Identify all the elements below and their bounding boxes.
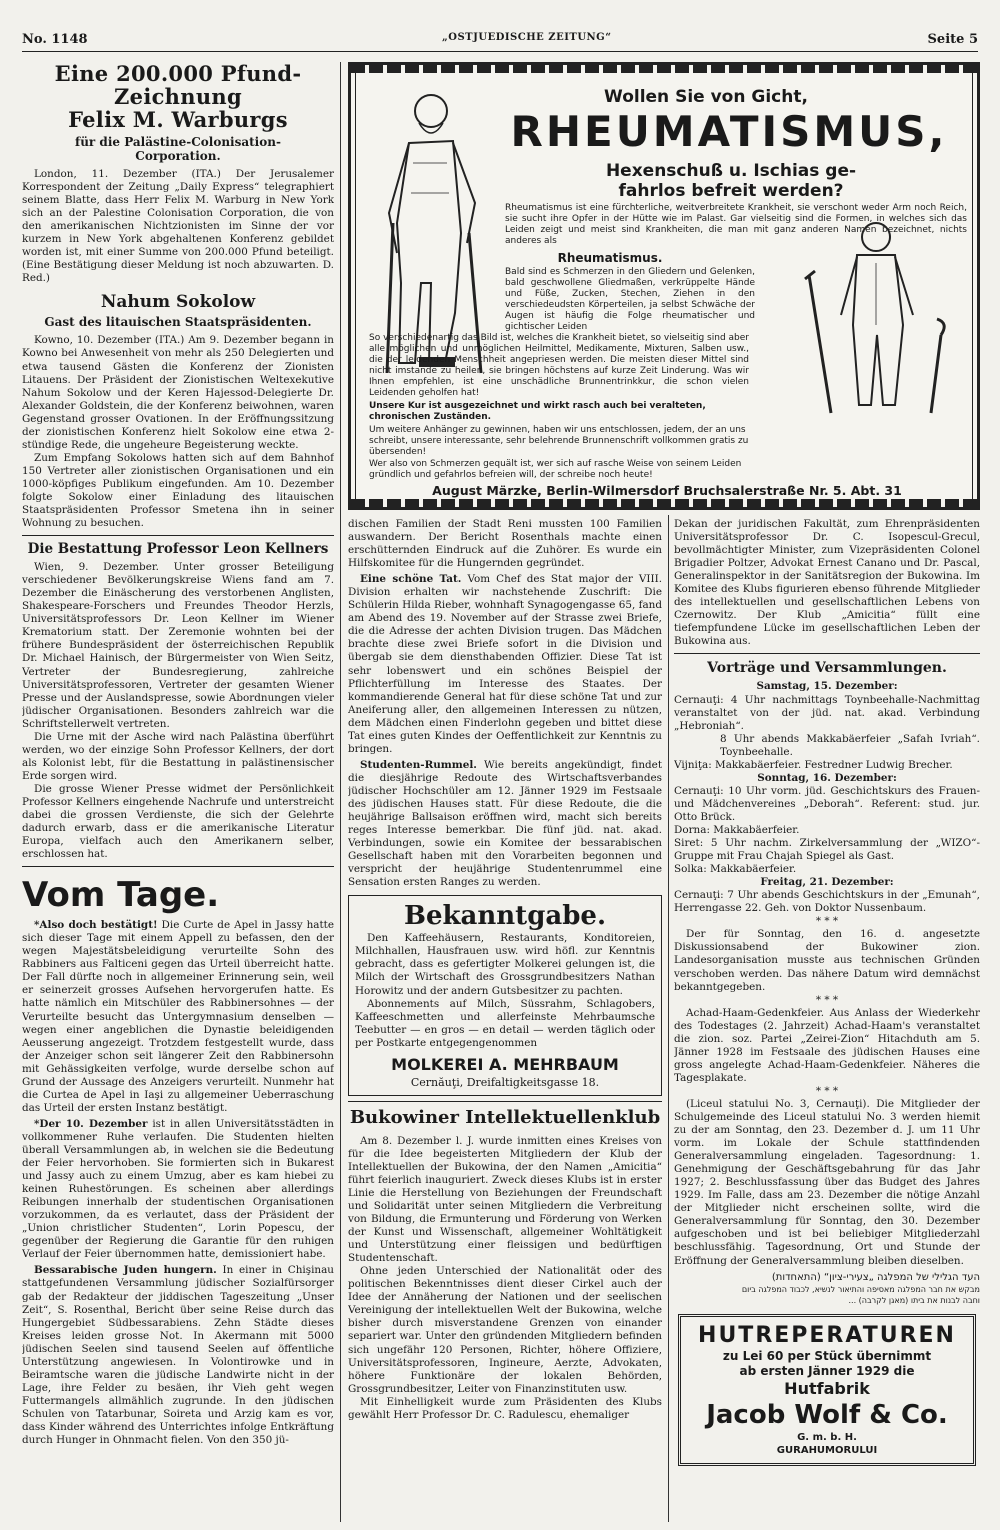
tat-body: Vom Chef des Stat major der VIII. Division erhalten wir nachstehende Zuschrift: Die Schülerin Hilda Rieber, wohnhaft Synagogengasse 65, fand am Abend des 19. November auf der Strasse zwei Briefe, die die Adresse der achten Division trugen. Das Mädchen brachte diese zwei Briefe sofort in die Division und übergab sie dem diensthabenden Offizier. Diese Tat ist sehr lobenswert und ein schönes Beispiel der Pflichterfüllung im Interesse des Staates. Der kommandierende General hat für diese schöne Tat und zur Aneiferung aller, den allgemeinen Interessen zu nützen, dem Mädchen einen Finderlohn gegeben und bittet diese Tat eines guten Kindes der Oeffentlichkeit zur Kenntnis zu bringen. — [348, 573, 662, 755]
warburg-subtitle-b: Corporation. — [135, 149, 221, 163]
sokolow-body-1: Kowno, 10. Dezember (ITA.) Am 9. Dezember begann in Kowno bei Anwesenheit von mehr als 250 Delegierten und etwa tausend Gästen die Konferenz der Zionisten Litauens. Der Präsident der Zionistischen Weltexekutive Nahum Sokolow und der Keren Hajessod-Delegierte Dr. Alexander Goldstein, die der Konferenz beiwohnen, waren Gegenstand grosser Ovationen. In der Eröffnungssitzung der zionistischen Konferenz hielt Sokolow eine etwa 2-stündige Rede, die ungeheure Begeisterung weckte. — [22, 334, 334, 451]
hut-line-6: G. m. b. H. — [797, 1431, 857, 1443]
separator-stars-2: * * * — [815, 993, 839, 1006]
vom-tage-title: Vom Tage. — [22, 875, 220, 916]
saturday-heading: Samstag, 15. Dezember: — [756, 680, 898, 693]
column-rule — [668, 515, 669, 1522]
sokolow-title: Nahum Sokolow — [100, 292, 256, 313]
kellner-title: Die Bestattung Professor Leon Kellners — [27, 541, 329, 558]
kellner-body-2: Die Urne mit der Asche wird nach Palästina überführt werden, wo der einzige Sohn Professor Kellners, der dort als Kolonist lebt, für die Bestattung in palästinensischer Erde sorgen wird. — [22, 730, 334, 782]
kellner-body-1: Wien, 9. Dezember. Unter grosser Beteiligung verschiedener Bevölkerungskreise Wiens fand am 7. Dezember die Einäscherung des verstorbenen Anglisten, Shakespeare-Forschers und Freundes Theodor Herzls, Universitätsprofessors Dr. Leon Kellner im Wiener Krematorium statt. Der Zeremonie wohnten bei der frühere Bundespräsident der österreichischen Republik Dr. Michael Hainisch, der Bürgermeister von Wien Seitz, Vertreter der Bundesregierung, zahlreiche Universitätsprofessoren, Vertreter der gesamten Wiener Presse und der Auslandspresse, sowie Abordnungen vieler jüdischer Organisationen. Besonders zahlreich war die Schriftstellerwelt vertreten. — [22, 561, 334, 730]
diskussion-notice: Der für Sonntag, den 16. d. angesetzte Diskussionsabend der Bukowiner zion. Landesorganisation musste aus technischen Gründen verschoben werden. Das nähere Datum wird demnächst bekanntgegeben. — [674, 928, 980, 993]
warburg-subtitle-a: für die Palästine-Colonisation- — [75, 135, 281, 149]
bekanntgabe-text-1: Den Kaffeehäusern, Restaurants, Konditoreien, Milchhallen, Hausfrauen usw. wird höfl. zur Kenntnis gebracht, dass es gefertigter Molkerei gelungen ist, die Milch der Wirtschaft des Grossgrundbesitzers Nathan Horowitz und der andern Gutsbesitzer zu pachten. — [355, 932, 655, 997]
issue-number: No. 1148 — [22, 32, 88, 47]
vom-tage-lead-1: *Also doch bestätigt! — [34, 919, 158, 932]
vortraege-title: Vorträge und Versammlungen. — [707, 660, 947, 677]
sunday-item-1: Cernauţi: 10 Uhr vorm. jüd. Geschichtskurs des Frauen- und Mädchenvereines „Deborah“. Referent: stud. jur. Otto Brück. — [674, 784, 980, 823]
molkerei-name: MOLKEREI A. MEHRBAUM — [391, 1054, 619, 1074]
vom-tage-lead-2: *Der 10. Dezember — [34, 1117, 148, 1130]
warburg-title-b: Felix M. Warburgs — [68, 107, 288, 132]
ad-text-4: Unsere Kur ist ausgezeichnet und wirkt rasch auch bei veralteten, chronischen Zuständen. — [369, 401, 706, 422]
sunday-item-2: Dorna: Makkabäerfeier. — [674, 823, 800, 836]
vom-tage-body-2: ist in allen Universitätsstädten in vollkommener Ruhe verlaufen. Die Studenten hielten überall Versammlungen ab, in welchen sie die Bedeutung der Feier hervorhoben. Sie formierten sich in Bukarest und Jassy auch zu einem Umzug, aber es kam hiebei zu keinen Ruhestörungen. Es scheinen aber allerdings Reibungen innerhalb der studentischen Organisationen vorzukommen, da es verlautet, dass der Präsident der „Union christlicher Studenten“, Lorin Popescu, der gegenüber der Regierung die Garantie für den ruhigen Verlauf der Feier übernommen hatte, demissioniert habe. — [22, 1117, 334, 1261]
ad-text-1: Rheumatismus ist eine fürchterliche, weitverbreitete Krankheit, sie verschont weder Arm noch Reich, sie sucht ihre Opfer in der Hütte wie im Palast. Gar vielseitig sind die Formen, in welches sich das Leiden zeigt und meist sind Krankheiten, die man mit ganz anderen Namen bezeichnet, nichts anderes als — [505, 203, 967, 246]
sunday-heading: Sonntag, 16. Dezember: — [757, 771, 897, 784]
ad-text-3: So verschiedenartig das Bild ist, welches die Krankheit bietet, so vielseitig sind aber alle möglichen und unmöglichen Heilmittel, Medikamente, Mixturen, Salben usw., die der leidenden Menschheit angepriesen werden. Die meisten dieser Mittel sind nicht imstande zu heilen, sie bringen höchstens auf kurze Zeit Linderung. Was wir Ihnen empfehlen, ist eine unschädliche Brunnentrinkkur, die schon vielen Leidenden geholfen hat! — [369, 333, 749, 398]
hut-line-2: zu Lei 60 per Stück übernimmt — [722, 1348, 932, 1363]
bekanntgabe-title: Bekanntgabe. — [404, 901, 606, 932]
hebrew-notice-2: מבקש את חבר המפלגה מאסיפה והתיאור לנשיא, לכבוד המפלגה ביום — [741, 1284, 980, 1294]
rummel-lead: Studenten-Rummel. — [360, 758, 477, 771]
klub-title: Bukowiner Intellektuellenklub — [349, 1106, 661, 1128]
ad-address: August Märzke, Berlin-Wilmersdorf Bruchsalerstraße Nr. 5. Abt. 31 — [432, 483, 902, 498]
saturday-item-3: Vijniţa: Makkabäerfeier. Festredner Ludwig Brecher. — [674, 758, 953, 771]
sunday-item-4: Solka: Makkabäerfeier. — [674, 863, 797, 876]
page-header — [22, 30, 978, 52]
ad-text-5: Um weitere Anhänger zu gewinnen, haben wir uns entschlossen, jedem, der an uns schreibt, unsere interessante, sehr belehrende Brunnenschrift vollkommen gratis zu übersenden! — [369, 425, 749, 457]
warburg-body: London, 11. Dezember (ITA.) Der Jerusalemer Korrespondent der Zeitung „Daily Express“ telegraphiert seinem Blatte, dass Herr Felix M. Warburg in New York sich an der Palestine Colonisation Corporation, die von den amerikanischen Nichtzionisten im Sinne der vor kurzem in New York abgehaltenen Konferenz gebildet worden ist, mit einer Summe von 200.000 Pfund beteiligt. (Eine Bestätigung dieser Meldung ist noch abzuwarten. D. Red.) — [22, 168, 334, 285]
column-1 — [22, 62, 334, 1524]
ad-headline-3a: Hexenschuß u. Ischias ge- — [605, 161, 857, 181]
hut-line-3: ab ersten Jänner 1929 die — [739, 1363, 915, 1378]
klub-continuation: Dekan der juridischen Fakultät, zum Ehrenpräsidenten Universitätsprofessor Dr. C. Isopescul-Grecul, bevollmächtigter Minister, zum Vizepräsidenten Colonel Brigadier Poltzer, Advokat Ernest Canano und Dr. Pascal, Generalinspektor in der Sanitätsregion der Bukowina. Im Komitee des Klubs figurieren ebenso führende Mitglieder des intellektuellen und gesellschaftlichen Lebens von Czernowitz. Der Klub „Amicitia“ füllt eine tiefempfundene Lücke im gesellschaftlichen Leben der Bukowina aus. — [674, 518, 980, 648]
paper-name: „OSTJUEDISCHE ZEITUNG“ — [442, 32, 612, 43]
hebrew-notice-1: העד הגלילי של המפלגה „צעירי-ציון“ (התאחדות) — [771, 1271, 980, 1283]
ad-headline-rheumatismus: RHEUMATISMUS, — [510, 107, 948, 156]
kellner-body-3: Die grosse Wiener Presse widmet der Persönlichkeit Professor Kellners eingehende Nachrufe und unterstreicht dabei die grossen Verdienste, die sich der Gelehrte dadurch erwarb, dass er die amerikanische Literatur Europa, vielfach auch den Amerikanern selber, erschlossen hat. — [22, 782, 334, 861]
ad-text-6: Wer also von Schmerzen gequält ist, wer sich auf rasche Weise von seinem Leiden gründlich und gefahrlos befreien will, der schreibe noch heute! — [369, 459, 742, 480]
bekanntgabe-text-2: Abonnements auf Milch, Süssrahm, Schlagobers, Kaffeeschmetten und allerfeinste Mehrbaumsche Teebutter — en gros — en detail — werden täglich oder per Postkarte entgegengenommen — [355, 997, 655, 1049]
tat-lead: Eine schöne Tat. — [360, 573, 462, 586]
hutreperaturen-ad — [678, 1314, 976, 1466]
hebrew-notice-3: וחבה לבנות את ביתו (מאגן לקרבה) ... — [848, 1295, 980, 1305]
vom-tage-body-1: Die Curte de Apel in Jassy hatte sich dieser Tage mit einem Appell zu befassen, den der wegen Majestätsbeleidigung verurteilte Sohn des Rabbiners aus Falticeni gegen das Urteil überreicht hatte. Der Fall dürfte noch in allgemeiner Erinnerung sein, weil er seinerzeit grosses Aufsehen hervorgerufen hatte. Es hatte nämlich ein Mitschüler des Rabbinersohnes — der Verurteilte besucht das Untergymnasium denselben — wegen einer angeblichen die Dynastie beleidigenden Aeusserung angezeigt. Trotzdem festgestellt wurde, dass der Anzeiger schon seit längerer Zeit den Rabbinersohn mit Gehässigkeiten verfolge, wurde derselbe schon auf Grund der Aussage des Anzeigers verurteilt. Nunmehr hat die Curtea de Apel in Iaşi zu allgemeiner Ueberraschung das Urteil der ersten Instanz bestätigt. — [22, 919, 334, 1114]
molkerei-address: Cernăuţi, Dreifaltigkeitsgasse 18. — [410, 1075, 600, 1089]
column-rule — [340, 62, 341, 1522]
warburg-title-a: Eine 200.000 Pfund-Zeichnung — [54, 62, 302, 109]
column-3 — [674, 518, 980, 1524]
sokolow-subtitle: Gast des litauischen Staatspräsidenten. — [44, 315, 312, 330]
sunday-item-3: Siret: 5 Uhr nachm. Zirkelversammlung der „WIZO“-Gruppe mit Frau Chajah Spiegel als Gast. — [674, 837, 980, 863]
hut-company: Jacob Wolf & Co. — [706, 1399, 948, 1430]
klub-body-2: Ohne jeden Unterschied der Nationalität oder des politischen Bekenntnisses dient dieser Cirkel auch der Idee der Annäherung der Nationen und der seelischen Vereinigung der intellektuellen Welt der Bukowina, welche bisher durch misverstandene Grenzen von einander separiert war. Unter den gründenden Mitgliedern befinden sich ungefähr 120 Personen, Richter, höhere Offiziere, Universitätsprofessoren, Ingineure, Aerzte, Advokaten, höhere Funktionäre der lokalen Behörden, Grossgrundbesitzer, Leiter von Finanzinstituten usw. — [348, 1265, 662, 1395]
rummel-body: Wie bereits angekündigt, findet die diesjährige Redoute des Wirtschaftsverbandes jüdischer Hochschüler am 12. Jänner 1929 im Festsaale des jüdischen Hauses statt. Für diese Redoute, die die heujährige Ballsaison eröffnen wird, macht sich bereits reges Interesse bemerkbar. Die fünf jüd. nat. akad. Verbindungen, sowie ein Komitee der bessarabischen Gesellschaft haben mit den Vorarbeiten begonnen und verspricht der heujährige Studentenrummel eine Sensation ersten Ranges zu werden. — [348, 758, 662, 889]
achad-haam-notice: Achad-Haam-Gedenkfeier. Aus Anlass der Wiederkehr des Todestages (2. Jahrzeit) Achad-Haam's veranstaltet die zion. soz. Partei „Zeirei-Zion“ Hitachduth am 5. Jänner 1928 im Festsaale des jüdischen Hauses eine gross angelegte Achad-Haam-Gedenkfeier. Näheres die Tagesplakate. — [674, 1006, 980, 1084]
reni-continuation: dischen Familien der Stadt Reni mussten 100 Familien auswandern. Der Bericht Rosenthals machte einen erschütternden Eindruck auf die Zuhörer. Es wurde ein Hilfskomitee für die Hungernden gegründet. — [348, 518, 662, 570]
separator-stars-1: * * * — [815, 915, 839, 928]
bekanntgabe-box — [348, 895, 662, 1095]
hut-line-4: Hutfabrik — [784, 1378, 870, 1398]
vom-tage-lead-3: Bessarabische Juden hungern. — [34, 1264, 217, 1277]
ad-headline-1: Wollen Sie von Gicht, — [604, 87, 808, 107]
page-number: Seite 5 — [927, 32, 978, 47]
klub-body-1: Am 8. Dezember l. J. wurde inmitten eines Kreises von für die Idee begeisterten Mitgliedern der Klub der Intellektuellen der Bukowina, der den Namen „Amicitia“ führt feierlich inauguriert. Zweck dieses Klubs ist in erster Linie die Herstellung von Beziehungen der Freundschaft und Solidarität unter seinen Mitgliedern die Verbreitung von Bildung, die Ermunterung und Förderung von Werken der Kunst und Wissenschaft, allgemeiner Wohltätigkeit und Unterstützung einer fleissigen und bedürftigen Studentenschaft. — [348, 1134, 662, 1265]
sokolow-body-2: Zum Empfang Sokolows hatten sich auf dem Bahnhof 150 Vertreter aller zionistischen Organisationen und ein 1000-köpfiges Publikum eingefunden. Am 10. Dezember folgte Sokolow einer Einladung des litauischen Staatspräsidenten Professor Smetena ihn in seiner Wohnung zu besuchen. — [22, 451, 334, 530]
saturday-item-2: 8 Uhr abends Makkabäerfeier „Safah Ivriah“. Toynbeehalle. — [720, 732, 980, 758]
separator-stars-3: * * * — [815, 1084, 839, 1097]
ad-headline-3b: fahrlos befreit werden? — [618, 181, 844, 201]
ad-word-rheumatismus: Rheumatismus. — [557, 251, 663, 265]
vom-tage-body-3: In einer in Chişinau stattgefundenen Versammlung jüdischer Sozialfürsorger gab der Redakteur der jiddischen Tageszeitung „Unser Zeit“, S. Rosenthal, Bericht über seine Reise durch das Hungergebiet Südbessarabiens. Zehn Städte dieses Kreises leiden grosse Not. In Akermann mit 5000 jüdischen Seelen sind tausend Seelen auf öffentliche Unterstützung angewiesen. In Volontirowke und in Beiramtsche waren die jüdische Landwirte nicht in der Lage, ihre Felder zu besäen, ihr Vieh geht wegen Futtermangels allmählich zugrunde. In den jüdischen Schulen von Tatarbunar, Soireta und Arzig kam es vor, dass Kinder während des Unterrichtes infolge Entkräftung durch Hunger in Ohnmacht fielen. Von den 350 jü- — [22, 1264, 334, 1447]
column-2 — [348, 518, 662, 1524]
ad-text-2: Bald sind es Schmerzen in den Gliedern und Gelenken, bald geschwollene Gliedmaßen, verkrüppelte Hände und Füße, Zucken, Stechen, Ziehen in den verschiedeudsten Körperteilen, ja selbst Schwäche der Augen ist häufig die Folge rheumatischer und gichtischer Leiden — [505, 267, 755, 332]
klub-body-3: Mit Einhelligkeit wurde zum Präsidenten des Klubs gewählt Herr Professor Dr. C. Radulescu, ehemaliger — [348, 1395, 662, 1421]
hut-title: HUTREPERATUREN — [698, 1322, 956, 1348]
saturday-item-1: Cernauţi: 4 Uhr nachmittags Toynbeehalle-Nachmittag veranstaltet von der jüd. nat. akad. Verbindung „Hebroniah“. — [674, 693, 980, 732]
friday-item-1: Cernauţi: 7 Uhr abends Geschichtskurs in der „Emunah“, Herrengasse 22. Geh. von Doktor Nussenbaum. — [674, 889, 980, 915]
healthy-man-illustration — [791, 215, 961, 415]
friday-heading: Freitag, 21. Dezember: — [760, 876, 894, 889]
hut-line-7: GURAHUMORULUI — [776, 1444, 878, 1456]
liceul-notice: (Liceul statului No. 3, Cernauţi). Die Mitglieder der Schulgemeinde des Liceul statului No. 3 werden hiemit zu der am Sonntag, den 23. Dezember d. J. um 11 Uhr vorm. im Lokale der Schule stattfindenden Generalversammlung eingeladen. Tagesordnung: 1. Genehmigung der Geschäftsgebahrung für das Jahr 1927; 2. Beschlussfassung über das Budget des Jahres 1929. Im Falle, dass am 23. Dezember die nötige Anzahl der Mitglieder nicht erscheinen sollte, wird die Generalversammlung für Sonntag, den 30. Dezember aufgeschoben und ist bei beliebiger Mitgliederzahl beschlussfähig. Tagesordnung, Ort und Stunde der Eröffnung der Generalversammlung bleiben dieselben. — [674, 1097, 980, 1267]
rheumatismus-ad — [348, 62, 980, 510]
